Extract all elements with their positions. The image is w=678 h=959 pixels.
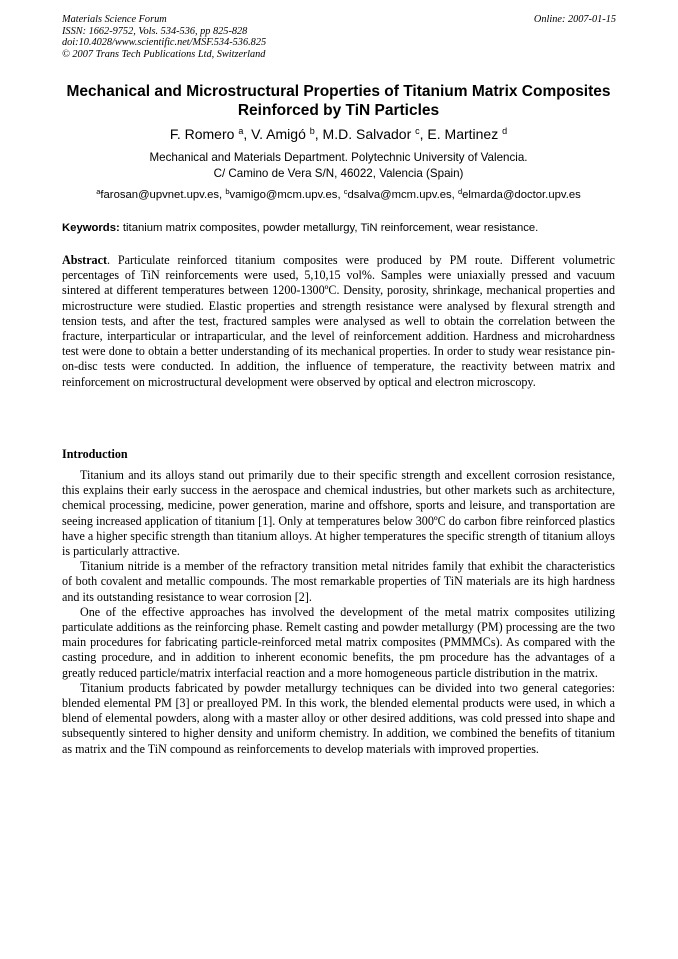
author-sup: a xyxy=(238,126,244,136)
author-sup: b xyxy=(309,126,315,136)
section-heading-introduction: Introduction xyxy=(62,447,128,461)
paragraph: Titanium products fabricated by powder metallurgy techniques can be divided into two general categories: blended elemental PM [3] or prealloyed PM. In this work, the blended elemental products were used, in which a blend of elemental powders, along with a master alloy or other desired additions, was cold pressed into shape and subsequently sintered to higher density and uniform chemistry. In addition, we combined the benefits of titanium as matrix and the TiN compound as reinforcements to develop materials with improved properties. xyxy=(62,680,615,756)
journal-name: Materials Science Forum xyxy=(62,14,167,25)
email-list: $^a$farosan@upvnet.upv.es, $^b$vamigo@mcm.upv.es, $^c$dsalva@mcm.upv.es, $^d$elmarda@doctor.upv.es xyxy=(96,187,581,201)
email-link[interactable]: elmarda@doctor.upv.es xyxy=(462,189,581,201)
email-sup: a xyxy=(96,187,101,196)
author-name: M.D. Salvador xyxy=(322,126,412,142)
email-sup: c xyxy=(343,187,348,196)
abstract xyxy=(62,253,615,390)
paragraph: Titanium nitride is a member of the refractory transition metal nitrides family that exhibit the characteristics of both covalent and metallic compounds. The most remarkable properties of TiN materials are its high hardness and its outstanding resistance to wear corrosion [2]. xyxy=(62,559,615,604)
email-link[interactable]: dsalva@mcm.upv.es xyxy=(347,189,452,201)
keywords xyxy=(62,221,615,236)
email-sup: b xyxy=(225,187,230,196)
doi-line: doi:10.4028/www.scientific.net/MSF.534-536.825 xyxy=(62,37,267,49)
email-link[interactable]: vamigo@mcm.upv.es xyxy=(229,189,338,201)
keywords-label: Keywords: xyxy=(62,222,120,234)
introduction-body xyxy=(62,468,615,757)
abstract-label: Abstract xyxy=(62,253,108,267)
paper-title: Mechanical and Microstructural Properties of Titanium Matrix Composites Reinforced by TiN Particles xyxy=(66,83,611,119)
author-sup: d xyxy=(502,126,508,136)
journal-header xyxy=(62,14,266,60)
keywords-text: titanium matrix composites, powder metallurgy, TiN reinforcement, wear resistance. xyxy=(122,222,539,234)
author-sup: c xyxy=(415,126,420,136)
email-link[interactable]: farosan@upvnet.upv.es xyxy=(100,189,220,201)
affiliation-line: Mechanical and Materials Department. Polytechnic University of Valencia. xyxy=(149,151,528,164)
online-date: Online: 2007-01-15 xyxy=(533,14,616,25)
paragraph: Titanium and its alloys stand out primarily due to their specific strength and excellent corrosion resistance, this explains their early success in the aerospace and chemical industries, but other markets such as architecture, chemical processing, medicine, power generation, marine and offshore, sports and leisure, and transportation are seeing increased application of titanium [1]. Only at temperatures below 300ºC do carbon fibre reinforced plastics have a higher specific strength than titanium alloys. At higher temperatures the specific strength of titanium alloys is particularly attractive. xyxy=(62,468,615,559)
affiliation-line: C/ Camino de Vera S/N, 46022, Valencia (Spain) xyxy=(213,166,464,180)
author-name: E. Martinez xyxy=(427,126,499,142)
abstract-text: . Particulate reinforced titanium composites were produced by PM route. Different volumetric percentages of TiN reinforcements were used, 5,10,15 vol%. Samples were uniaxially pressed and vacuum sintered at different temperatures between 1200-1300ºC. Density, porosity, shrinkage, mechanical properties and microstructure were studied. Elastic properties and strength resistance were analysed by flexural strength and tension tests, and after the test, fractured samples were analysed as well to obtain the correlation between the fracture, interparticular or intraparticular, and the level of reinforcement addition. Hardness and microhardness test were done to obtain a better understanding of its mechanical properties. In order to study wear resistance pin-on-disc tests were conducted. In addition, the influence of temperature, the reactivity between matrix and reinforcement on microstructural development were observed by optical and electron microscopy. xyxy=(62,253,615,389)
issn-line: ISSN: 1662-9752, Vols. 534-536, pp 825-828 xyxy=(62,25,248,37)
author-name: V. Amigó xyxy=(251,126,306,142)
author-name: F. Romero xyxy=(169,126,235,142)
paragraph: One of the effective approaches has involved the development of the metal matrix composites utilizing particulate additions as the reinforcing phase. Remelt casting and powder metallurgy (PM) processing are the two main procedures for fabricating particle-reinforced metal matrix composites (PMMMCs). As compared with the casting procedure, and in addition to inherent economic benefits, the pm procedure has the advantages of a greatly reduced particle/matrix interfacial reaction and a more homogeneous particle distribution in the matrix. xyxy=(62,604,615,680)
author-list: F. Romero $^a$, V. Amigó $^b$, M.D. Salvador $^c$, E. Martinez $^d$ xyxy=(169,126,508,142)
affiliation xyxy=(62,150,615,181)
email-sup: d xyxy=(457,187,463,196)
copyright-line: © 2007 Trans Tech Publications Ltd, Switzerland xyxy=(62,48,266,60)
